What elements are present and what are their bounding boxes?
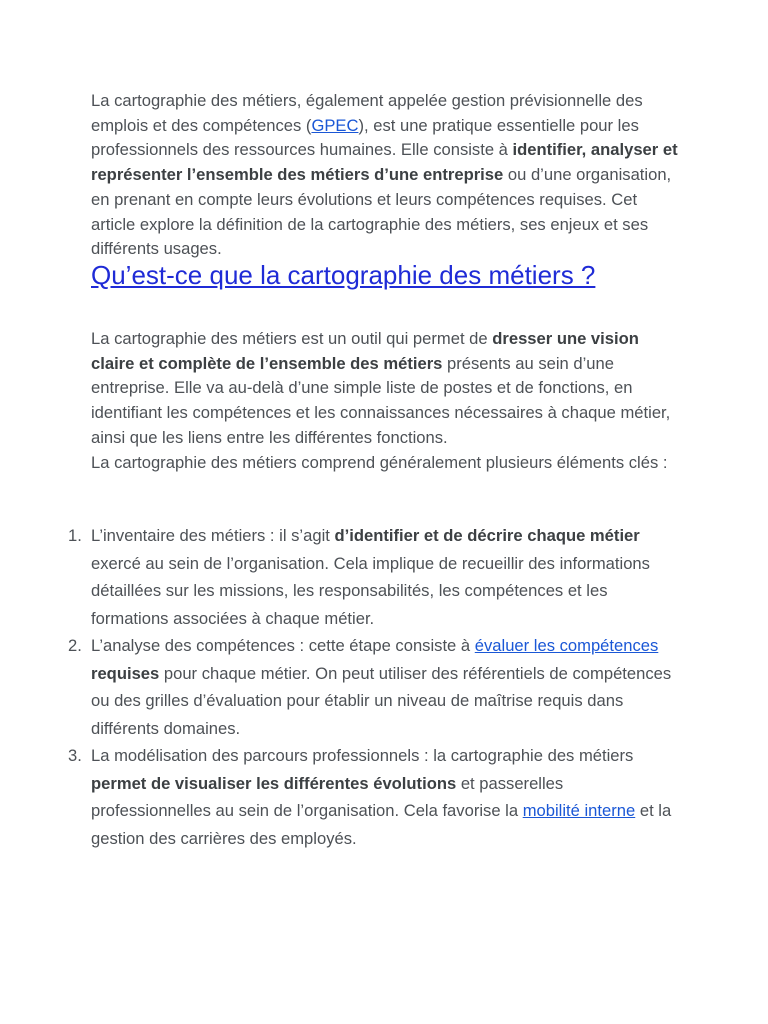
section-heading-link[interactable]: Qu’est-ce que la cartographie des métiers ? [91, 260, 596, 290]
intro-paragraph [91, 89, 681, 262]
key-elements-list [64, 522, 684, 852]
list-item-bold: permet de visualiser les différentes évolutions [91, 773, 457, 793]
list-item-number: 3. [68, 746, 82, 765]
list-item-text: pour chaque métier. On peut utiliser des référentiels de compétences ou des grilles d’évaluation pour établir un niveau de maîtrise requis dans différents domaines. [91, 663, 672, 738]
section-paragraph-2: La cartographie des métiers comprend généralement plusieurs éléments clés : [91, 452, 668, 472]
list-item-text: La modélisation des parcours professionnels : la cartographie des métiers [91, 746, 634, 765]
intro-text-3: ou d’une organisation, en prenant en compte leurs évolutions et leurs compétences requises. Cet article explore la définition de la cartographie des métiers, ses enjeux et ses différents usages. [91, 165, 672, 259]
section-p1-bold: dresser une vision claire et complète de l’ensemble des métiers [91, 329, 639, 373]
list-item-bold: requises [91, 663, 160, 683]
list-item-number: 2. [68, 636, 82, 655]
section-p1-text-1: La cartographie des métiers est un outil qui permet de [91, 329, 493, 348]
section-body [91, 327, 681, 475]
list-item-bold: d’identifier et de décrire chaque métier [334, 526, 640, 545]
list-item-number: 1. [68, 526, 82, 545]
list-item [64, 632, 684, 742]
list-item-text: exercé au sein de l’organisation. Cela implique de recueillir des informations détaillées sur les missions, les responsabilités, les compétences et les formations associées à chaque métier. [91, 553, 650, 628]
list-item-text: et la gestion des carrières des employés. [91, 801, 672, 848]
list-item [64, 742, 684, 852]
list-item-text: L’inventaire des métiers : il s’agit [91, 526, 335, 545]
list-item [64, 522, 684, 632]
evaluer-competences-link[interactable]: évaluer les compétences [474, 636, 659, 655]
intro-text-1: La cartographie des métiers, également appelée gestion prévisionnelle des emplois et des compétences ( [91, 91, 643, 135]
section-paragraph-1 [91, 327, 681, 451]
intro-text-2: ), est une pratique essentielle pour les professionnels des ressources humaines. Elle consiste à [91, 115, 639, 160]
mobilite-interne-link[interactable]: mobilité interne [522, 801, 636, 820]
list-item-text: et passerelles professionnelles au sein de l’organisation. Cela favorise la [91, 773, 564, 820]
list-item-text: L’analyse des compétences : cette étape consiste à [91, 636, 475, 655]
intro-bold-text: identifier, analyser et représenter l’ensemble des métiers d’une entreprise [91, 140, 678, 185]
gpec-link[interactable]: GPEC [311, 115, 359, 135]
section-heading [91, 259, 691, 291]
section-p1-text-2: présents au sein d’une entreprise. Elle va au-delà d’une simple liste de postes et de fonctions, en identifiant les compétences et les connaissances nécessaires à chaque métier, ainsi que les liens entre les différentes fonctions. [91, 353, 671, 447]
